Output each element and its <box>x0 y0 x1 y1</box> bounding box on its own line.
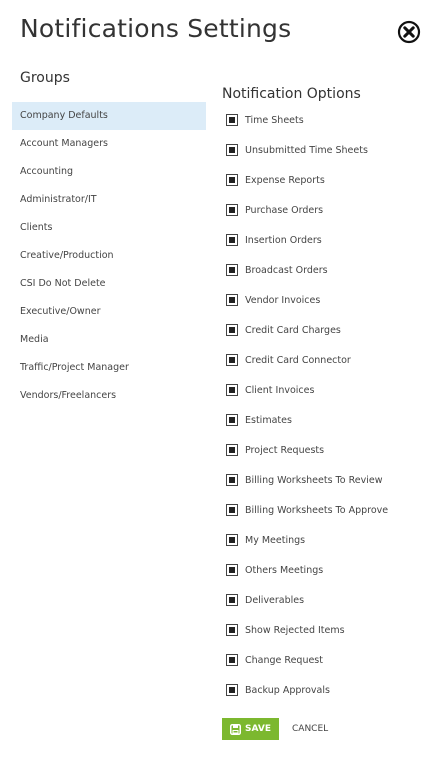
option-label: Estimates <box>245 414 292 426</box>
option-checkbox[interactable] <box>226 474 238 486</box>
notification-option[interactable] <box>226 555 426 585</box>
option-checkbox[interactable] <box>226 264 238 276</box>
notification-option[interactable] <box>226 285 426 315</box>
notification-option[interactable] <box>226 345 426 375</box>
notification-option[interactable] <box>226 135 426 165</box>
option-checkbox[interactable] <box>226 294 238 306</box>
notification-option[interactable] <box>226 105 426 135</box>
notification-option[interactable] <box>226 315 426 345</box>
option-checkbox[interactable] <box>226 564 238 576</box>
notification-options-heading: Notification Options <box>222 86 361 102</box>
notification-option[interactable] <box>226 615 426 645</box>
option-label: Insertion Orders <box>245 234 322 246</box>
option-checkbox[interactable] <box>226 414 238 426</box>
option-label: My Meetings <box>245 534 306 546</box>
option-label: Time Sheets <box>245 114 304 126</box>
option-label: Change Request <box>245 654 323 666</box>
option-checkbox[interactable] <box>226 654 238 666</box>
notification-option[interactable] <box>226 435 426 465</box>
option-label: Purchase Orders <box>245 204 324 216</box>
option-checkbox[interactable] <box>226 444 238 456</box>
option-checkbox[interactable] <box>226 204 238 216</box>
notification-option[interactable] <box>226 525 426 555</box>
option-checkbox[interactable] <box>226 504 238 516</box>
notification-option[interactable] <box>226 165 426 195</box>
option-label: Credit Card Charges <box>245 324 341 336</box>
save-button-label: SAVE <box>245 724 271 734</box>
group-item[interactable]: Company Defaults <box>12 102 206 130</box>
group-item[interactable]: Media <box>20 334 49 345</box>
group-item[interactable]: CSI Do Not Delete <box>20 278 106 289</box>
option-checkbox[interactable] <box>226 624 238 636</box>
cancel-button[interactable]: CANCEL <box>292 724 329 734</box>
option-checkbox[interactable] <box>226 684 238 696</box>
group-item[interactable]: Administrator/IT <box>20 194 97 205</box>
group-item[interactable]: Executive/Owner <box>20 306 101 317</box>
option-label: Others Meetings <box>245 564 324 576</box>
option-checkbox[interactable] <box>226 324 238 336</box>
option-label: Backup Approvals <box>245 684 330 696</box>
option-label: Billing Worksheets To Approve <box>245 504 389 516</box>
option-label: Deliverables <box>245 594 305 606</box>
close-circle-icon <box>397 20 421 44</box>
groups-heading: Groups <box>20 70 70 86</box>
close-button[interactable] <box>397 20 421 44</box>
option-label: Expense Reports <box>245 174 325 186</box>
notification-option[interactable] <box>226 195 426 225</box>
group-item[interactable]: Account Managers <box>20 138 108 149</box>
save-button[interactable] <box>222 718 279 740</box>
page-title: Notifications Settings <box>20 14 292 43</box>
option-checkbox[interactable] <box>226 534 238 546</box>
notification-option[interactable] <box>226 465 426 495</box>
option-checkbox[interactable] <box>226 384 238 396</box>
option-checkbox[interactable] <box>226 234 238 246</box>
option-checkbox[interactable] <box>226 354 238 366</box>
notification-option[interactable] <box>226 375 426 405</box>
notification-option[interactable] <box>226 645 426 675</box>
notification-option[interactable] <box>226 675 426 705</box>
group-item[interactable]: Accounting <box>20 166 74 177</box>
option-label: Show Rejected Items <box>245 624 345 636</box>
notification-option[interactable] <box>226 405 426 435</box>
notification-option[interactable] <box>226 585 426 615</box>
option-checkbox[interactable] <box>226 144 238 156</box>
option-label: Broadcast Orders <box>245 264 328 276</box>
notification-option[interactable] <box>226 225 426 255</box>
option-checkbox[interactable] <box>226 594 238 606</box>
group-item[interactable]: Traffic/Project Manager <box>20 362 129 373</box>
group-item[interactable]: Clients <box>20 222 53 233</box>
save-icon <box>230 724 241 735</box>
option-label: Project Requests <box>245 444 325 456</box>
notification-option[interactable] <box>226 495 426 525</box>
option-label: Billing Worksheets To Review <box>245 474 383 486</box>
notification-option[interactable] <box>226 255 426 285</box>
group-list <box>12 102 206 410</box>
option-label: Credit Card Connector <box>245 354 351 366</box>
group-item[interactable]: Vendors/Freelancers <box>20 390 117 401</box>
option-checkbox[interactable] <box>226 174 238 186</box>
notification-options-list <box>226 105 426 705</box>
option-label: Vendor Invoices <box>245 294 321 306</box>
option-label: Unsubmitted Time Sheets <box>245 144 368 156</box>
group-item[interactable]: Creative/Production <box>20 250 114 261</box>
option-label: Client Invoices <box>245 384 315 396</box>
option-checkbox[interactable] <box>226 114 238 126</box>
